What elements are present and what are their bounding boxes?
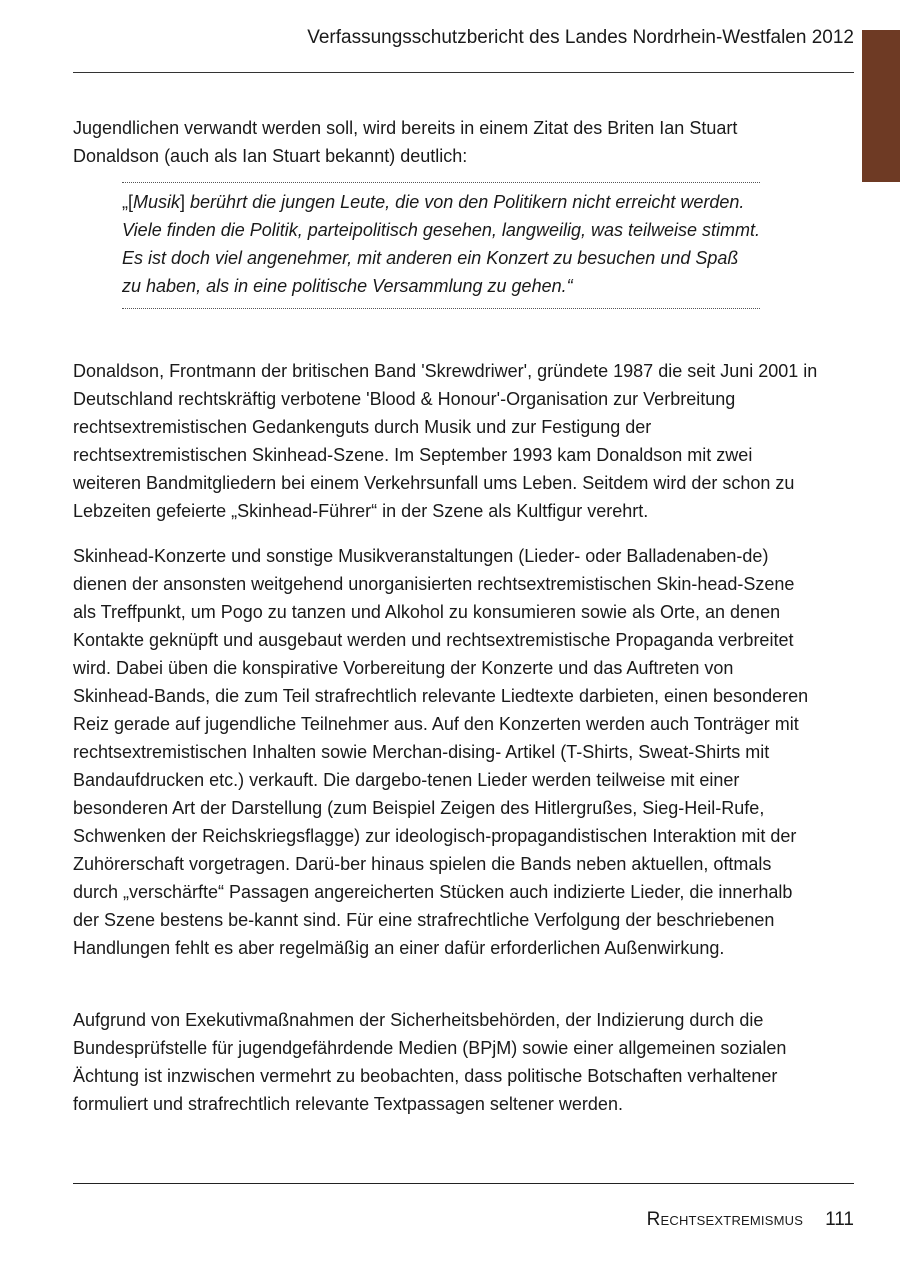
paragraph-executive-measures: Aufgrund von Exekutivmaßnahmen der Sicherheitsbehörden, der Indizierung durch die Bundesprüfstelle für jugendgefährdende Medien (BPjM) sowie einer allgemeinen sozialen Ächtung ist inzwischen vermehrt zu beobachten, dass politische Botschaften verhaltener formuliert und strafrechtlich relevante Textpassagen seltener werden. [73,1010,787,1114]
chapter-color-tab [862,30,900,182]
paragraph-skinhead-concerts: Skinhead-Konzerte und sonstige Musikveranstaltungen (Lieder- oder Balladenaben-de) dienen der ansonsten weitgehend unorganisierten rechtsextremistischen Skin-head-Szene als Treffpunkt, um Pogo zu tanzen und Alkohol zu konsumieren sowie als Orte, an denen Kontakte geknüpft und ausgebaut werden und rechtsextremistische Propaganda verbreitet wird. Dabei üben die konspirative Vorbereitung der Konzerte und das Auftreten von Skinhead-Bands, die zum Teil strafrechtlich relevante Liedtexte darbieten, einen besonderen Reiz gerade auf jugendliche Teilnehmer aus. Auf den Konzerten werden auch Tonträger mit rechtsextremistischen Inhalten sowie Merchan-dising- Artikel (T-Shirts, Sweat-Shirts mit Bandaufdrucken etc.) verkauft. Die dargebo-tenen Lieder werden teilweise mit einer besonderen Art der Darstellung (zum Beispiel Zeigen des Hitlergrußes, Sieg-Heil-Rufe, Schwenken der Reichskriegsflagge) zur ideologisch-propagandistischen Interaktion mit der Zuhörerschaft vorgetragen. Darü-ber hinaus spielen die Bands neben aktuellen, oftmals durch „verschärfte“ Passagen angereicherten Stücken auch indizierte Lieder, die innerhalb der Szene bestens be-kannt sind. Für eine strafrechtliche Verfolgung der beschriebenen Handlungen fehlt es aber regelmäßig an einer dafür erforderlichen Außenwirkung. [73,546,809,958]
page-footer [73,1208,854,1232]
quote-block [122,182,760,309]
quote-open: „[ [122,192,133,212]
page-number: 111 [825,1209,854,1230]
paragraph-donaldson: Donaldson, Frontmann der britischen Band 'Skrewdriwer', gründete 1987 die seit Juni 2001 in Deutschland rechtskräftig verbotene 'Blood & Honour'-Organisation zur Verbreitung rechtsextremistischen Gedankenguts durch Musik und zur Festigung der rechtsextremistischen Skinhead-Szene. Im September 1993 kam Donaldson mit zwei weiteren Bandmitgliedern bei einem Verkehrsunfall ums Leben. Seitdem wird der schon zu Lebzeiten gefeierte „Skinhead-Führer“ in der Szene als Kultfigur verehrt. [73,361,818,521]
running-header-title: Verfassungsschutzbericht des Landes Nordrhein-Westfalen 2012 [307,27,854,48]
quote-close-bracket: ] [180,192,186,212]
quote-bracket-word: Musik [133,192,181,212]
footer-divider [73,1183,854,1184]
intro-paragraph: Jugendlichen verwandt werden soll, wird bereits in einem Zitat des Briten Ian Stuart Donaldson (auch als Ian Stuart bekannt) deutlich: [73,118,738,166]
quote-body: berührt die jungen Leute, die von den Politikern nicht erreicht werden. Viele finden die Politik, parteipolitisch gesehen, langweilig, was teilweise stimmt. Es ist doch viel angenehmer, mit anderen ein Konzert zu besuchen und Spaß zu haben, als in eine politische Versammlung zu gehen.“ [122,192,760,296]
footer-section-name: Rechtsextremismus [646,1209,804,1230]
header-divider [73,72,854,73]
quote-text [122,188,760,300]
